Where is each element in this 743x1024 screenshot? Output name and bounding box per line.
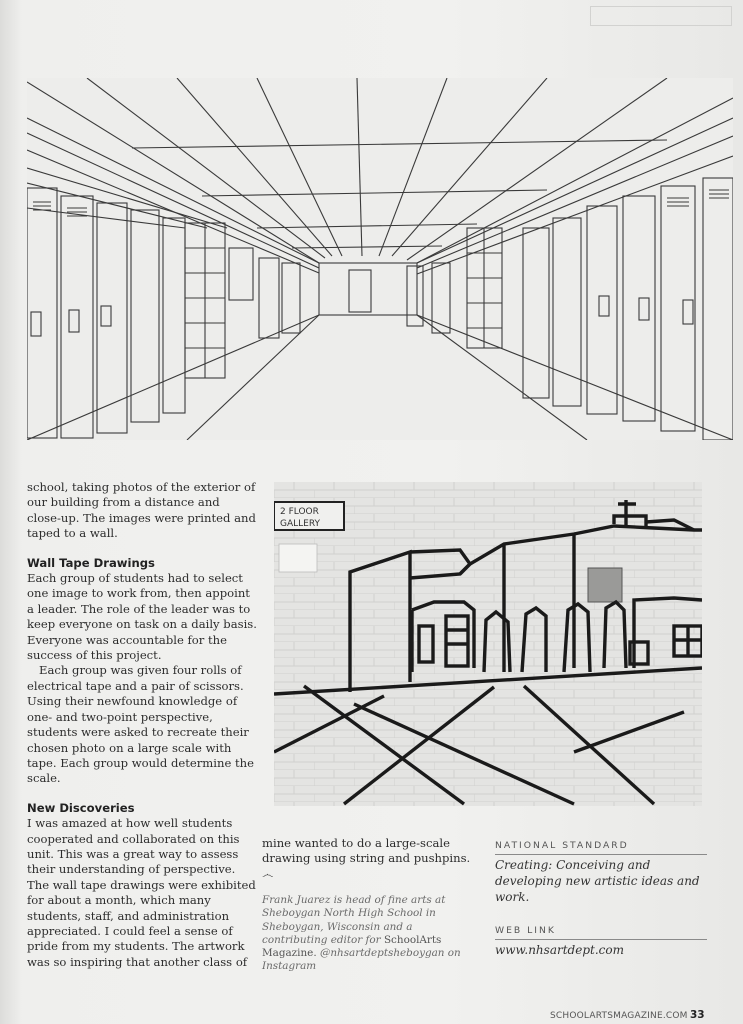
bio-magazine: SchoolArts Magazine. (262, 933, 442, 960)
national-standard-label: NATIONAL STANDARD (495, 840, 707, 855)
author-bio (262, 894, 480, 973)
wall-tape-paragraph-1: Each group of students had to select one image to work from, then appoint a leader. The role of the leader was to keep everyone on task on a daily basis. Everyone was accountable for the success of this project. (27, 571, 257, 663)
intro-paragraph: school, taking photos of the exterior of our building from a distance and close-up. The images were printed and taped to a wall. (27, 480, 256, 541)
swirl-icon: ෴ (262, 866, 274, 881)
tape-drawing-photo (274, 482, 702, 806)
hallway-drawing-figure (27, 78, 733, 440)
bio-handle: @nhsartdeptsheboygan on Instagram (262, 947, 461, 973)
web-link-url[interactable]: www.nhsartdept.com (495, 943, 624, 957)
wall-sign-line2: GALLERY (280, 519, 321, 529)
web-link-label: WEB LINK (495, 925, 707, 940)
footer-site: SCHOOLARTSMAGAZINE.COM (550, 1011, 688, 1021)
bio-text: Frank Juarez is head of fine arts at Sheboygan North High School in Sheboygan, Wisconsin and a contributing editor for (262, 894, 446, 946)
section-heading-wall-tape: Wall Tape Drawings (27, 555, 155, 570)
wall-tape-paragraph-2: Each group was given four rolls of electrical tape and a pair of scissors. Using their newfound knowledge of one- and two-point perspective, students were asked to recreate their chosen photo on a large scale with tape. Each group would determine the scale. (27, 663, 254, 786)
new-discoveries-paragraph: I was amazed at how well students cooperated and collaborated on this unit. This was a great way to assess their understanding of perspective. The wall tape drawings were exhibited for about a month, which many students, staff, and administration appreciated. I could feel a sense of pride from my students. The artwork was so inspiring that another class of (27, 816, 256, 969)
sidebar (495, 840, 707, 958)
article-mid-column (262, 836, 480, 973)
continuation-text: mine wanted to do a large-scale drawing using string and pushpins. (262, 836, 471, 866)
hallway-drawing (27, 78, 733, 440)
section-heading-new-discoveries: New Discoveries (27, 800, 135, 815)
continuation-paragraph (262, 836, 480, 882)
article-left-column (27, 480, 257, 970)
national-standard-text: Creating: Conceiving and developing new artistic ideas and work. (495, 858, 700, 904)
tape-drawing (274, 482, 702, 806)
wall-sign-line1: 2 FLOOR (280, 507, 319, 517)
show-through-mark (590, 6, 732, 26)
page-number: 33 (690, 1009, 705, 1021)
